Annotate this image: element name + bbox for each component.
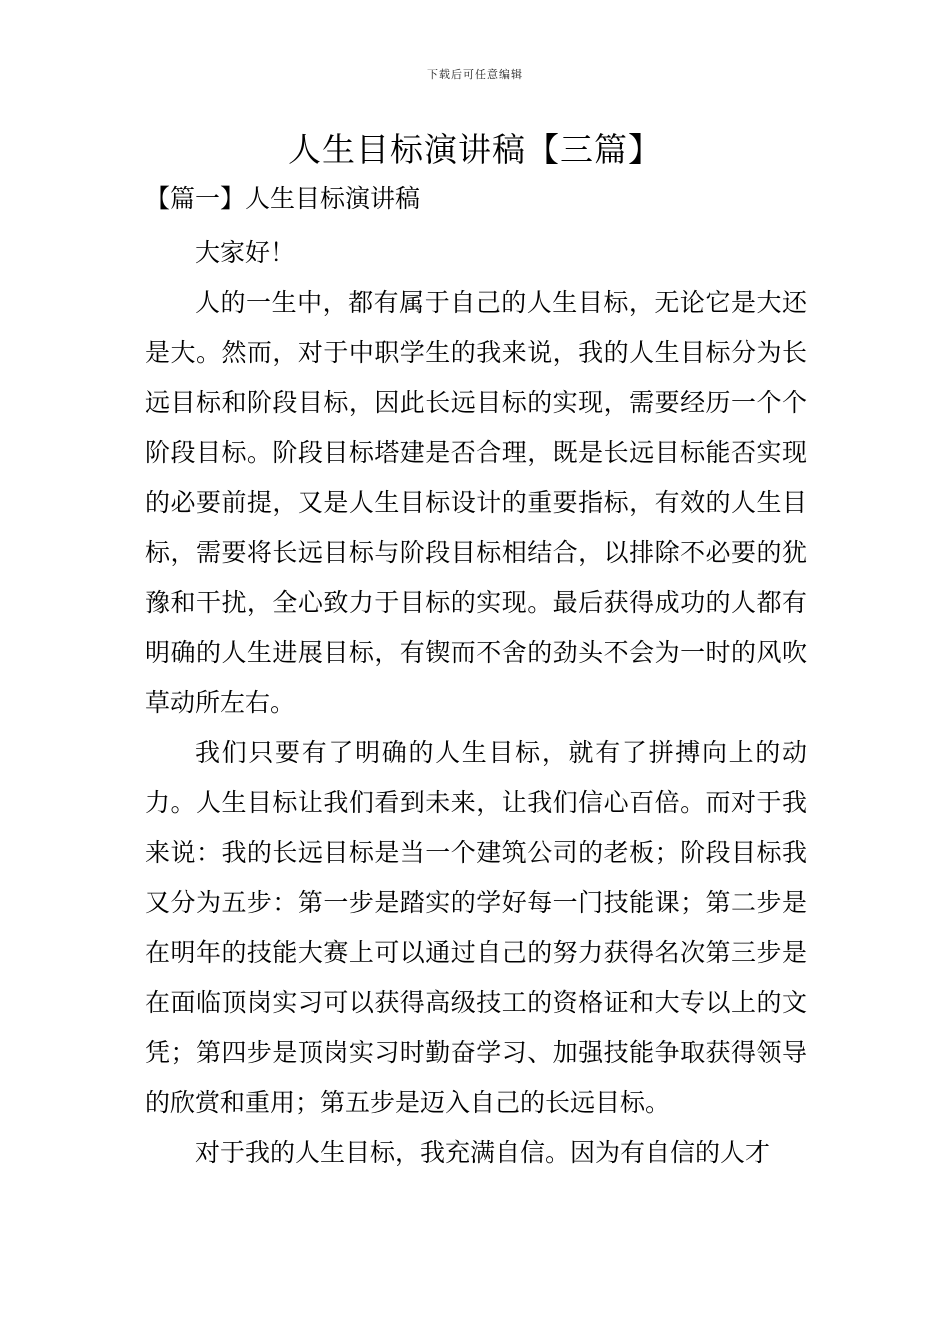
paragraph: 我们只要有了明确的人生目标，就有了拼搏向上的动力。人生目标让我们看到未来，让我们信心百倍。而对于我来说：我的长远目标是当一个建筑公司的老板；阶段目标我又分为五步：第一步是踏实的学好每一门技能课；第二步是在明年的技能大赛上可以通过自己的努力获得名次第三步是在面临顶岗实习可以获得高级技工的资格证和大专以上的文凭；第四步是顶岗实习时勤奋学习、加强技能争取获得领导的欣赏和重用；第五步是迈入自己的长远目标。 xyxy=(145,738,807,1117)
paragraph: 对于我的人生目标，我充满自信。因为有自信的人才 xyxy=(195,1138,771,1167)
paragraph-greeting: 大家好！ xyxy=(195,238,296,267)
section-heading: 【篇一】人生目标演讲稿 xyxy=(145,184,421,213)
header-note: 下载后可任意编辑 xyxy=(427,68,523,81)
paragraph: 人的一生中，都有属于自己的人生目标，无论它是大还是大。然而，对于中职学生的我来说，我的人生目标分为长远目标和阶段目标，因此长远目标的实现，需要经历一个个阶段目标。阶段目标塔建是否合理，既是长远目标能否实现的必要前提，又是人生目标设计的重要指标，有效的人生目标，需要将长远目标与阶段目标相结合，以排除不必要的犹豫和干扰，全心致力于目标的实现。最后获得成功的人都有明确的人生进展目标，有锲而不舍的劲头不会为一时的风吹草动所左右。 xyxy=(145,288,807,717)
body-text xyxy=(145,228,807,1178)
page-title: 人生目标演讲稿【三篇】 xyxy=(288,130,662,169)
